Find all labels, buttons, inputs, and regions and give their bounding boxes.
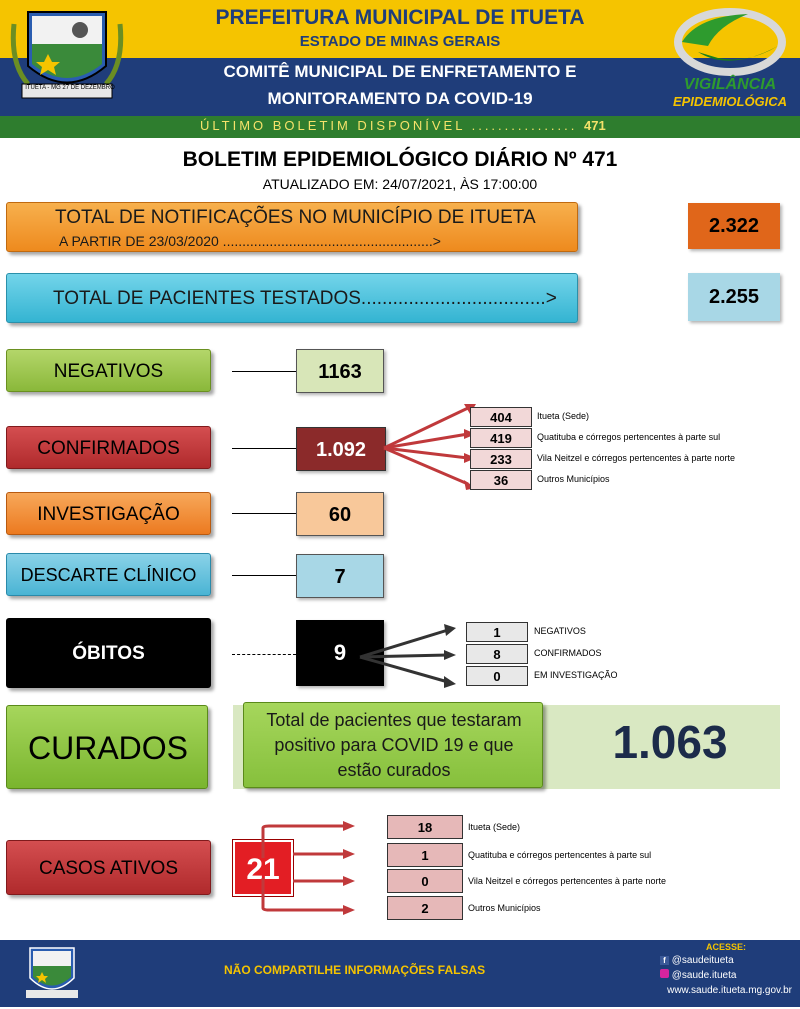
deaths-value: 9 [296,620,384,686]
clinical-discard-value: 7 [296,554,384,598]
state-name: ESTADO DE MINAS GERAIS [299,33,501,50]
tested-value: 2.255 [688,273,780,321]
footer-facebook[interactable] [660,955,734,966]
recovered-description: Total de pacientes que testaram positivo para COVID 19 e que estão curados [266,710,522,780]
page-title: PREFEITURA MUNICIPAL DE ITUETA [215,6,585,29]
negatives-connector [232,371,296,372]
deaths-bar: ÓBITOS [6,618,211,688]
investigation-bar: INVESTIGAÇÃO [6,492,211,535]
deaths-breakdown-status: NEGATIVOS [534,626,586,636]
last-bulletin-line [200,118,720,133]
deaths-breakdown-cell: 8 [466,644,528,664]
active-breakdown-cell: 1 [387,843,463,867]
confirmed-breakdown-place: Itueta (Sede) [537,411,590,421]
last-bulletin-number: 471 [584,118,606,133]
investigation-connector [232,513,296,514]
investigation-value: 60 [296,492,384,536]
deaths-breakdown-cell: 0 [466,666,528,686]
confirmed-bar: CONFIRMADOS [6,426,211,469]
active-cases-arrows [255,818,365,918]
confirmed-breakdown-cell: 404 [470,407,532,427]
coat-of-arms-ribbon-text: ITUETA - MG 27 DE DEZEMBRO [25,85,115,91]
clinical-discard-connector [232,575,296,576]
committee-line-2: MONITORAMENTO DA COVID-19 [267,89,533,108]
active-breakdown-place: Outros Municípios [468,903,541,913]
committee-line-1: COMITÊ MUNICIPAL DE ENFRETAMENTO E [223,62,577,81]
recovered-bar [6,705,208,789]
instagram-handle: @saude.itueta [671,970,737,981]
confirmed-breakdown-cell: 233 [470,449,532,469]
facebook-handle: @saudeitueta [671,955,734,966]
recovered-label: CURADOS [27,730,188,766]
active-breakdown-cell: 0 [387,869,463,893]
recovered-description-box [243,702,543,788]
active-breakdown-place: Quatituba e córregos pertencentes à parte sul [468,850,652,860]
footer-warning: NÃO COMPARTILHE INFORMAÇÕES FALSAS [224,963,486,977]
negatives-bar: NEGATIVOS [6,349,211,392]
vigilancia-logo-line1: VIGILÂNCIA [683,76,777,93]
notifications-line-1: TOTAL DE NOTIFICAÇÕES NO MUNICÍPIO DE ITUETA [55,207,536,228]
deaths-breakdown-status: CONFIRMADOS [534,648,602,658]
notifications-line-2: A PARTIR DE 23/03/2020 ......................................................> [59,233,441,249]
last-bulletin-label: ÚLTIMO BOLETIM DISPONÍVEL ................ [200,118,578,133]
vigilancia-logo-line2: EPIDEMIOLÓGICA [672,94,788,109]
active-breakdown-place: Itueta (Sede) [468,822,521,832]
recovered-value: 1.063 [612,716,728,768]
confirmed-breakdown-cell: 36 [470,470,532,490]
tested-label: TOTAL DE PACIENTES TESTADOS...................................> [53,288,557,309]
bulletin-updated: ATUALIZADO EM: 24/07/2021, ÀS 17:00:00 [262,176,538,192]
footer-access-label: ACESSE: [706,942,747,952]
confirmed-value: 1.092 [296,427,386,471]
confirmed-breakdown-place: Quatituba e córregos pertencentes à parte sul [537,432,721,442]
deaths-breakdown-status: EM INVESTIGAÇÃO [534,670,618,680]
confirmed-breakdown-cell: 419 [470,428,532,448]
deaths-breakdown-cell: 1 [466,622,528,642]
confirmed-connector [232,448,296,449]
active-breakdown-place: Vila Neitzel e córregos pertencentes à parte norte [468,876,666,886]
instagram-icon [660,969,669,978]
notifications-bar [6,202,578,252]
active-breakdown-cell: 18 [387,815,463,839]
bulletin-title: BOLETIM EPIDEMIOLÓGICO DIÁRIO Nº 471 [182,148,618,171]
confirmed-breakdown-place: Vila Neitzel e córregos pertencentes à parte norte [537,453,735,463]
footer-website-link[interactable]: www.saude.itueta.mg.gov.br [667,985,792,996]
tested-bar [6,273,578,323]
facebook-icon: f [660,956,669,965]
active-breakdown-cell: 2 [387,896,463,920]
confirmed-breakdown-place: Outros Municípios [537,474,610,484]
negatives-value: 1163 [296,349,384,393]
footer-instagram[interactable] [660,969,736,981]
vigilancia-logo [668,6,793,78]
deaths-connector [232,654,296,655]
footer-coat-of-arms-logo [20,942,84,1004]
deaths-arrows [354,620,464,690]
confirmed-arrows [380,398,480,498]
clinical-discard-bar: DESCARTE CLÍNICO [6,553,211,596]
active-cases-value: 21 [233,840,293,896]
active-cases-bar: CASOS ATIVOS [6,840,211,895]
notifications-value: 2.322 [688,203,780,249]
